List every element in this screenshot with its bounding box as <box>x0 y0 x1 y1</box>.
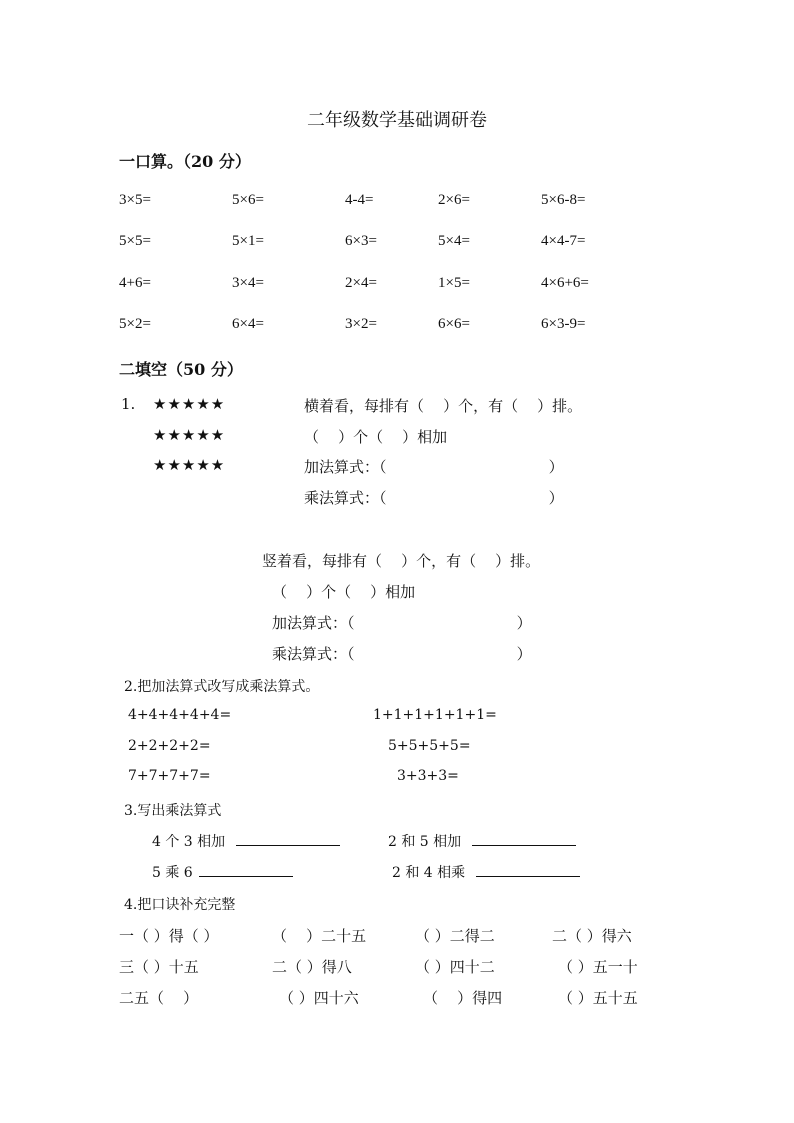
answer-blank[interactable] <box>236 831 340 846</box>
addition-expression: 4+4+4+4+4= <box>128 707 232 723</box>
section2-heading: 二填空（50 分） <box>119 360 243 379</box>
calc-item: 5×2= <box>119 316 151 332</box>
rhyme-item: 三（ ）十五 <box>119 958 199 976</box>
q3-heading: 3.写出乘法算式 <box>124 803 222 819</box>
q3-item-label: 2 和 5 相加 <box>388 834 462 850</box>
calc-item: 4-4= <box>345 192 374 208</box>
multiplication-formula-line: 乘法算式：（ ） <box>272 645 532 663</box>
rhyme-item: 一（ ）得（ ） <box>119 927 219 945</box>
rhyme-item: （ ）二十五 <box>272 927 367 945</box>
calc-item: 4×6+6= <box>541 275 589 291</box>
calc-item: 6×6= <box>438 316 470 332</box>
q3-item <box>392 862 580 882</box>
answer-blank[interactable] <box>472 831 576 846</box>
addition-expression: 1+1+1+1+1+1= <box>373 707 497 723</box>
addition-expression: 2+2+2+2= <box>128 738 211 754</box>
section1-heading: 一口算。（20 分） <box>119 152 251 171</box>
calc-item: 2×4= <box>345 275 377 291</box>
calc-item: 3×4= <box>232 275 264 291</box>
q3-item <box>152 831 340 851</box>
rhyme-item: （ ）五一十 <box>558 958 638 976</box>
rhyme-item: （ ）得四 <box>423 989 503 1007</box>
addition-expression: 3+3+3= <box>397 768 459 784</box>
calc-item: 3×2= <box>345 316 377 332</box>
calc-item: 6×4= <box>232 316 264 332</box>
vertical-question-line: 竖着看，每排有（ ）个，有（ ）排。 <box>262 552 541 570</box>
addition-formula-line: 加法算式：（ ） <box>304 458 564 476</box>
star-row: ★★★★★ <box>153 395 226 413</box>
rhyme-item: （ ）四十二 <box>415 958 495 976</box>
calc-item: 2×6= <box>438 192 470 208</box>
calc-item: 5×6-8= <box>541 192 586 208</box>
q3-item-label: 4 个 3 相加 <box>152 834 226 850</box>
star-row: ★★★★★ <box>153 456 226 474</box>
addition-formula-line: 加法算式：（ ） <box>272 614 532 632</box>
q3-item-label: 5 乘 6 <box>152 865 193 881</box>
q3-item <box>388 831 576 851</box>
answer-blank[interactable] <box>199 862 293 877</box>
multiplication-formula-line: 乘法算式：（ ） <box>304 489 564 507</box>
rhyme-item: （ ）五十五 <box>558 989 638 1007</box>
calc-item: 5×5= <box>119 233 151 249</box>
rhyme-item: 二五（ ） <box>119 989 199 1007</box>
horizontal-question-line: 横着看，每排有（ ）个，有（ ）排。 <box>304 397 583 415</box>
q4-heading: 4.把口诀补充完整 <box>124 897 236 913</box>
calc-item: 5×1= <box>232 233 264 249</box>
calc-item: 5×4= <box>438 233 470 249</box>
calc-item: 5×6= <box>232 192 264 208</box>
addition-expression: 5+5+5+5= <box>388 738 471 754</box>
page-title: 二年级数学基础调研卷 <box>307 110 487 131</box>
calc-item: 4+6= <box>119 275 151 291</box>
calc-item: 4×4-7= <box>541 233 586 249</box>
q3-item-label: 2 和 4 相乘 <box>392 865 466 881</box>
calc-item: 3×5= <box>119 192 151 208</box>
q3-item <box>152 862 293 882</box>
rhyme-item: （ ）四十六 <box>279 989 359 1007</box>
horizontal-question-line: （ ）个（ ）相加 <box>304 428 448 446</box>
question-number: 1. <box>121 395 136 413</box>
calc-item: 1×5= <box>438 275 470 291</box>
addition-expression: 7+7+7+7= <box>128 768 211 784</box>
calc-item: 6×3-9= <box>541 316 586 332</box>
rhyme-item: 二（ ）得六 <box>552 927 632 945</box>
vertical-question-line: （ ）个（ ）相加 <box>272 583 416 601</box>
answer-blank[interactable] <box>476 862 580 877</box>
q2-heading: 2.把加法算式改写成乘法算式。 <box>124 679 320 695</box>
rhyme-item: 二（ ）得八 <box>272 958 352 976</box>
star-row: ★★★★★ <box>153 426 226 444</box>
rhyme-item: （ ）二得二 <box>415 927 495 945</box>
calc-item: 6×3= <box>345 233 377 249</box>
